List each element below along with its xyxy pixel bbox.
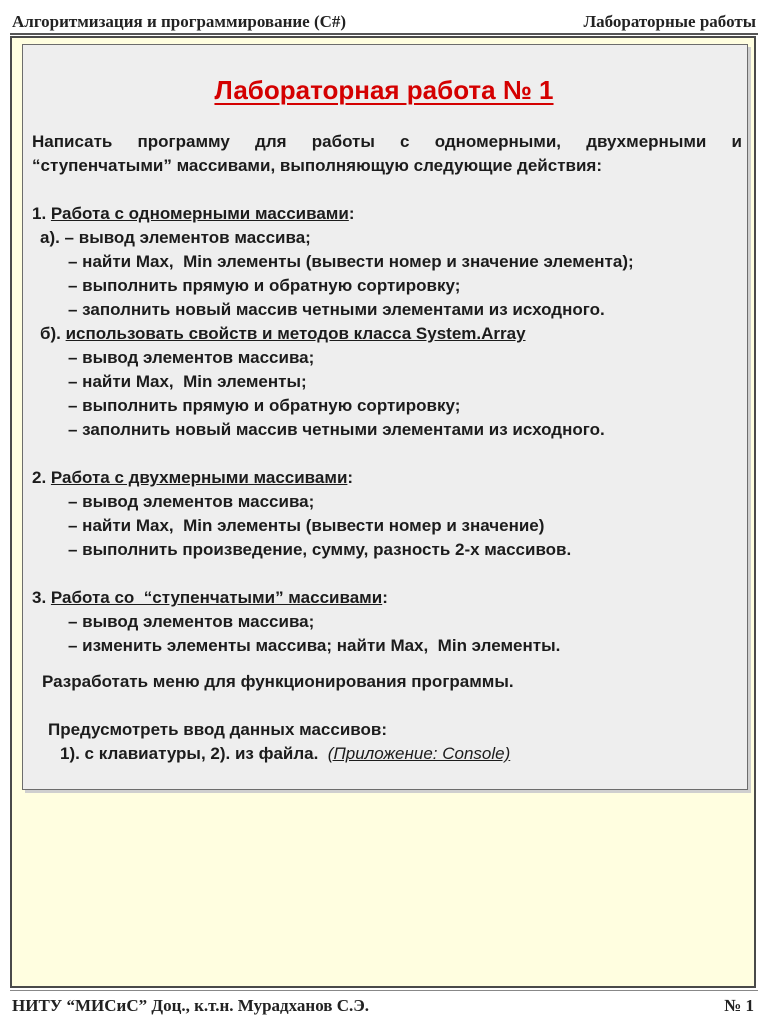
list-item: – выполнить прямую и обратную сортировку; — [68, 396, 461, 415]
list-item: – найти Max, Min элементы (вывести номер и значение) — [68, 516, 545, 535]
input-heading: Предусмотреть ввод данных массивов: — [48, 720, 388, 739]
list-item: – заполнить новый массив четными элементами из исходного. — [68, 420, 605, 439]
page-number: № 1 — [724, 996, 754, 1015]
assignment-intro: Написать программу для работы с одномерными, двухмерными и “ступенчатыми” массивами, выполняющую следующие действия: — [32, 132, 742, 175]
list-item: – выполнить прямую и обратную сортировку; — [68, 276, 461, 295]
page-footer — [12, 996, 754, 1016]
list-item: – вывод элементов массива; — [68, 348, 315, 367]
section-3-heading: 3. Работа со “ступенчатыми” массивами: — [32, 588, 388, 607]
header-divider — [10, 33, 758, 35]
assignment-body — [32, 130, 742, 766]
section-2-heading: 2. Работа с двухмерными массивами: — [32, 468, 354, 487]
lab-title: Лабораторная работа № 1 — [214, 75, 554, 105]
section-1b-label: б). использовать свойств и методов класса System.Array — [40, 324, 526, 343]
list-item: – заполнить новый массив четными элементами из исходного. — [68, 300, 605, 319]
page-header — [12, 8, 756, 32]
input-options: 1). с клавиатуры, 2). из файла. (Приложение: Console) — [60, 744, 511, 763]
section-1-heading: 1. Работа с одномерными массивами: — [32, 204, 355, 223]
footer-divider — [10, 990, 758, 991]
list-item: – найти Max, Min элементы; — [68, 372, 307, 391]
author-credit: НИТУ “МИСиС” Доц., к.т.н. Мурадханов С.Э. — [12, 996, 370, 1015]
section-1a-label: а). – вывод элементов массива; — [40, 228, 311, 247]
appendix-note: (Приложение: Console) — [327, 744, 511, 763]
menu-requirement: Разработать меню для функционирования программы. — [42, 672, 514, 691]
list-item: – выполнить произведение, сумму, разность 2-х массивов. — [68, 540, 572, 559]
list-item: – вывод элементов массива; — [68, 492, 315, 511]
section-title: Лабораторные работы — [583, 12, 756, 31]
list-item: – найти Max, Min элементы (вывести номер и значение элемента); — [68, 252, 634, 271]
list-item: – изменить элементы массива; найти Max, Min элементы. — [68, 636, 561, 655]
list-item: – вывод элементов массива; — [68, 612, 315, 631]
course-title: Алгоритмизация и программирование (C#) — [12, 12, 347, 31]
